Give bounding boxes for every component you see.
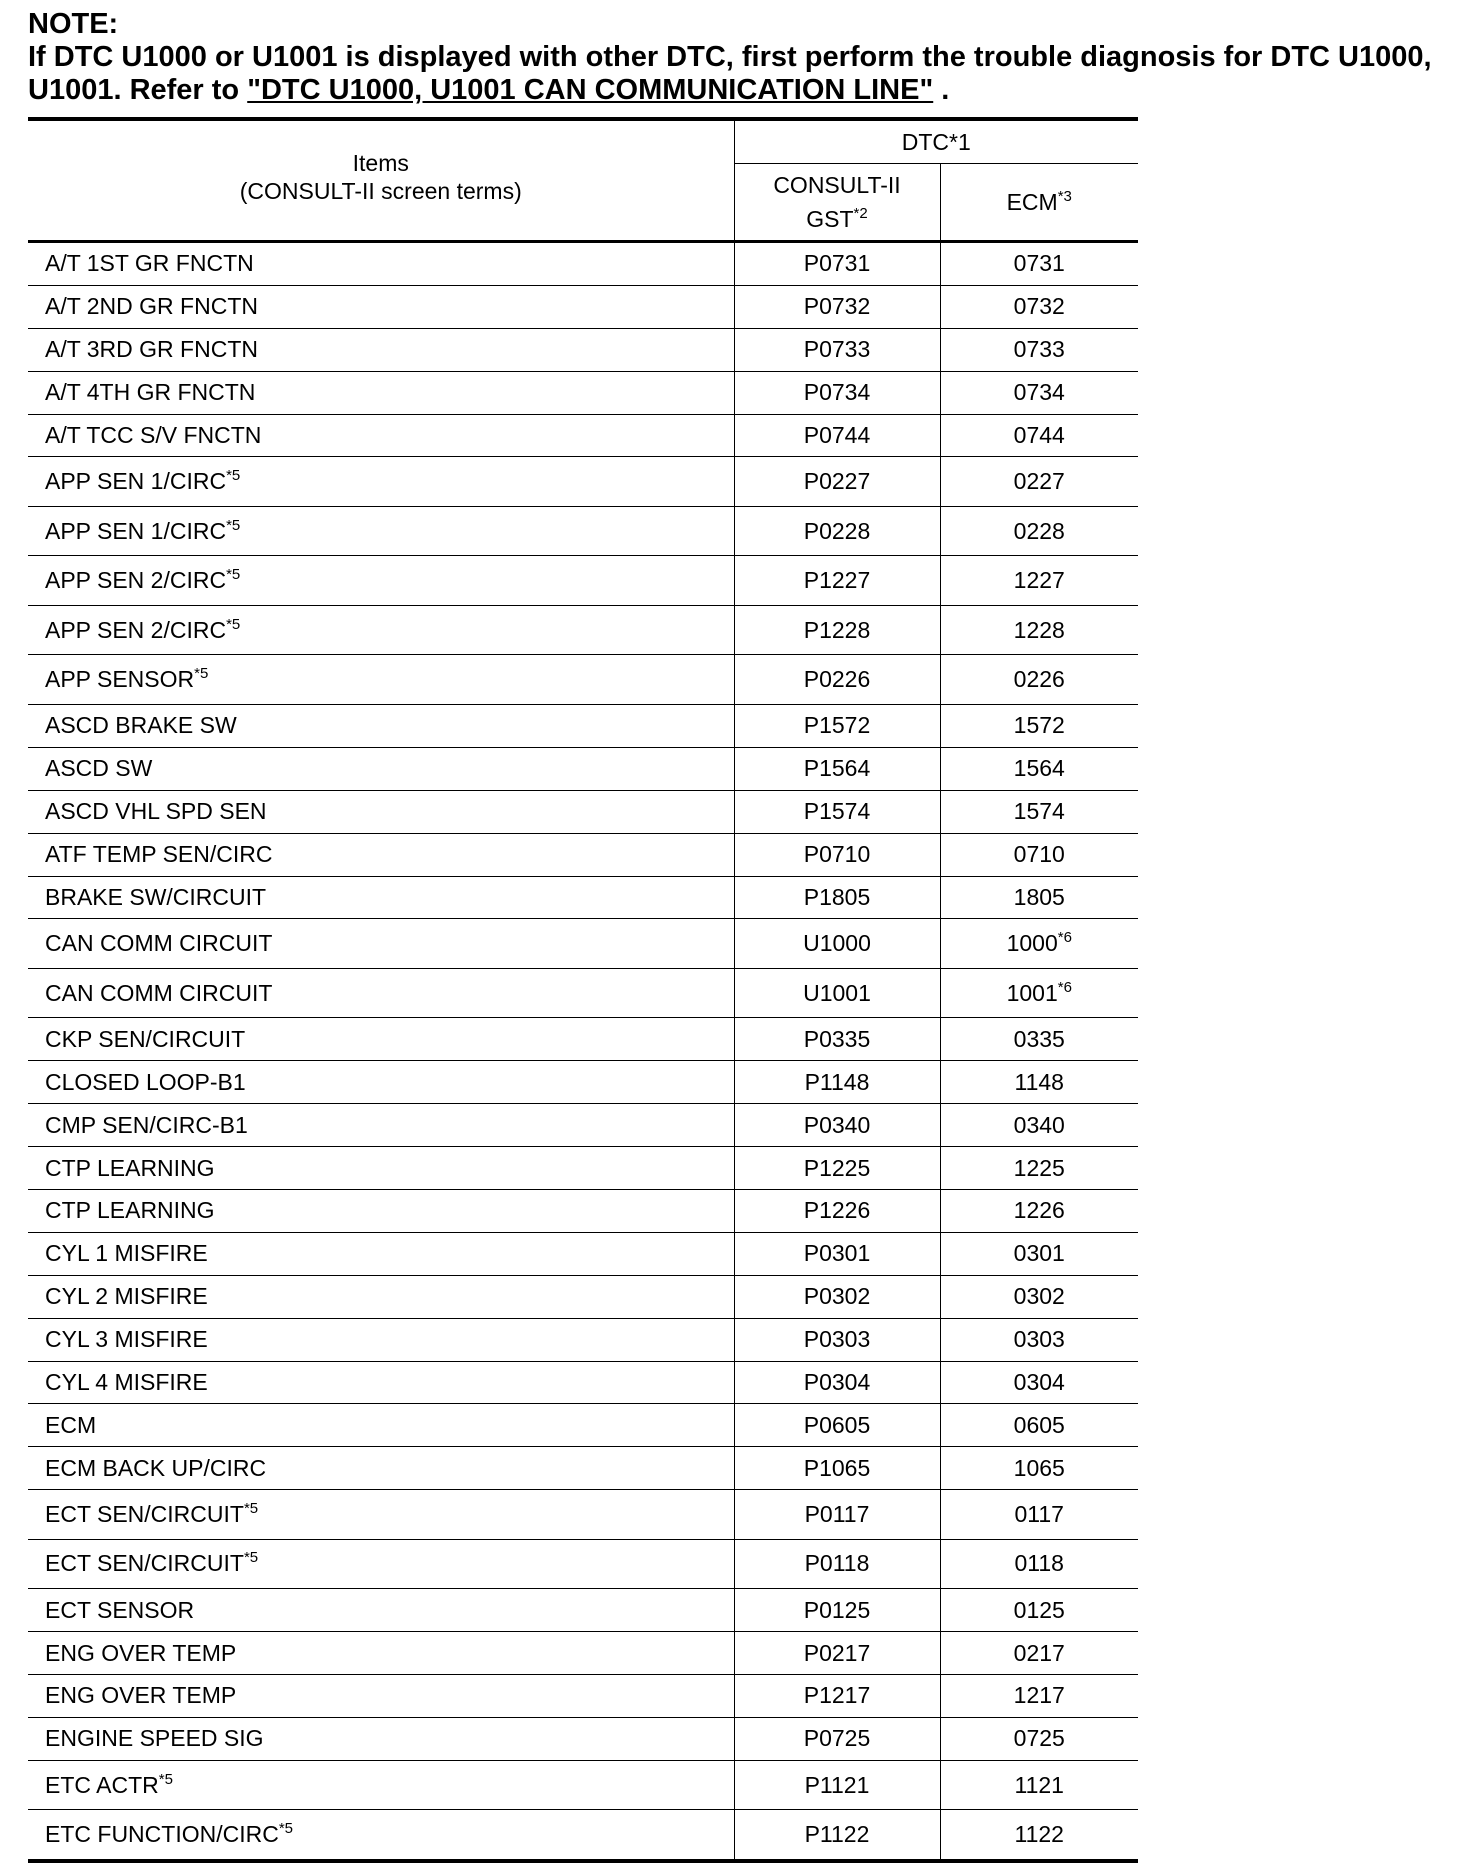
header-items-line1: Items bbox=[352, 149, 409, 176]
consult-gst-code: P0733 bbox=[734, 328, 940, 371]
item-name: APP SEN 1/CIRC bbox=[45, 468, 227, 495]
ecm-code-cell bbox=[940, 457, 1138, 507]
ecm-code: 0217 bbox=[1013, 1639, 1065, 1666]
item-cell bbox=[28, 506, 734, 556]
consult-gst-code: P1121 bbox=[734, 1760, 940, 1810]
item-footnote: *5 bbox=[226, 516, 241, 534]
table-row bbox=[28, 457, 1138, 507]
item-name: CYL 4 MISFIRE bbox=[45, 1368, 208, 1395]
item-name: CAN COMM CIRCUIT bbox=[45, 930, 273, 957]
item-name: ASCD SW bbox=[45, 755, 153, 782]
table-row bbox=[28, 790, 1138, 833]
item-name: A/T 4TH GR FNCTN bbox=[45, 379, 256, 406]
item-cell bbox=[28, 968, 734, 1018]
item-cell bbox=[28, 414, 734, 457]
ecm-code: 0118 bbox=[1014, 1550, 1064, 1577]
ecm-code-cell bbox=[940, 285, 1138, 328]
item-cell bbox=[28, 371, 734, 414]
table-row bbox=[28, 1104, 1138, 1147]
item-cell bbox=[28, 1018, 734, 1061]
item-name: A/T 2ND GR FNCTN bbox=[45, 293, 258, 320]
item-cell bbox=[28, 242, 734, 286]
ecm-code: 0731 bbox=[1013, 250, 1065, 277]
header-ecm-footnote: *3 bbox=[1057, 188, 1072, 205]
consult-gst-code: P1148 bbox=[734, 1061, 940, 1104]
ecm-code-cell bbox=[940, 1018, 1138, 1061]
consult-gst-code: P1572 bbox=[734, 704, 940, 747]
ecm-code-cell bbox=[940, 1361, 1138, 1404]
consult-gst-code: U1001 bbox=[734, 968, 940, 1018]
ecm-code: 0734 bbox=[1013, 379, 1065, 406]
item-cell bbox=[28, 1760, 734, 1810]
item-cell bbox=[28, 655, 734, 705]
ecm-code-cell bbox=[940, 790, 1138, 833]
consult-gst-code: P0605 bbox=[734, 1404, 940, 1447]
ecm-code-cell bbox=[940, 1147, 1138, 1190]
item-name: CLOSED LOOP-B1 bbox=[45, 1068, 246, 1095]
item-name: CYL 3 MISFIRE bbox=[45, 1326, 208, 1353]
item-footnote: *5 bbox=[226, 467, 241, 485]
ecm-code: 0340 bbox=[1013, 1111, 1065, 1138]
ecm-footnote: *6 bbox=[1057, 978, 1072, 996]
item-cell bbox=[28, 1318, 734, 1361]
table-row bbox=[28, 285, 1138, 328]
ecm-code-cell bbox=[940, 1490, 1138, 1540]
consult-gst-code: P0301 bbox=[734, 1232, 940, 1275]
ecm-code-cell bbox=[940, 1760, 1138, 1810]
item-name: CKP SEN/CIRCUIT bbox=[45, 1025, 246, 1052]
ecm-code: 0302 bbox=[1013, 1283, 1065, 1310]
consult-gst-code: P0226 bbox=[734, 655, 940, 705]
header-items bbox=[28, 119, 734, 242]
ecm-code-cell bbox=[940, 1061, 1138, 1104]
table-row bbox=[28, 1447, 1138, 1490]
item-cell bbox=[28, 1275, 734, 1318]
item-cell bbox=[28, 704, 734, 747]
table-row bbox=[28, 1760, 1138, 1810]
ecm-code: 1122 bbox=[1014, 1821, 1064, 1848]
ecm-code-cell bbox=[940, 242, 1138, 286]
ecm-code: 0301 bbox=[1013, 1240, 1065, 1267]
item-name: ECT SENSOR bbox=[45, 1596, 195, 1623]
ecm-code-cell bbox=[940, 1189, 1138, 1232]
ecm-code-cell bbox=[940, 1404, 1138, 1447]
ecm-code: 0605 bbox=[1013, 1411, 1065, 1438]
ecm-code-cell bbox=[940, 1232, 1138, 1275]
item-footnote: *5 bbox=[226, 566, 241, 584]
item-name: CTP LEARNING bbox=[45, 1197, 215, 1224]
consult-gst-code: P0744 bbox=[734, 414, 940, 457]
ecm-code: 0226 bbox=[1013, 666, 1065, 693]
item-name: A/T TCC S/V FNCTN bbox=[45, 422, 262, 448]
ecm-code: 1001 bbox=[1006, 979, 1058, 1006]
consult-gst-code: P1227 bbox=[734, 556, 940, 606]
consult-gst-code: P1065 bbox=[734, 1447, 940, 1490]
consult-gst-code: P1574 bbox=[734, 790, 940, 833]
item-cell bbox=[28, 747, 734, 790]
table-row bbox=[28, 704, 1138, 747]
item-cell bbox=[28, 1061, 734, 1104]
table-row bbox=[28, 556, 1138, 606]
note-body: If DTC U1000 or U1001 is displayed with other DTC, first perform the trouble diagnosis for DTC U1000, U1001. Refer to bbox=[28, 41, 1432, 106]
consult-gst-code: P0734 bbox=[734, 371, 940, 414]
ecm-code-cell bbox=[940, 1104, 1138, 1147]
ecm-code-cell bbox=[940, 506, 1138, 556]
item-name: A/T 1ST GR FNCTN bbox=[45, 250, 254, 277]
item-cell bbox=[28, 1361, 734, 1404]
table-row bbox=[28, 1061, 1138, 1104]
header-ecm bbox=[940, 164, 1138, 242]
item-name: ECT SEN/CIRCUIT bbox=[45, 1500, 244, 1527]
item-name: ECM bbox=[45, 1411, 97, 1438]
consult-gst-code: P0340 bbox=[734, 1104, 940, 1147]
item-name: APP SEN 2/CIRC bbox=[45, 616, 227, 643]
consult-gst-code: P1226 bbox=[734, 1189, 940, 1232]
ecm-code-cell bbox=[940, 414, 1138, 457]
table-row bbox=[28, 605, 1138, 655]
ecm-code: 1065 bbox=[1013, 1454, 1065, 1481]
table-row bbox=[28, 1232, 1138, 1275]
ecm-code: 1000 bbox=[1006, 930, 1058, 957]
ecm-code: 0725 bbox=[1013, 1725, 1065, 1752]
ecm-code-cell bbox=[940, 556, 1138, 606]
item-name: APP SENSOR bbox=[45, 666, 195, 693]
note-reference-link[interactable]: "DTC U1000, U1001 CAN COMMUNICATION LINE" bbox=[247, 74, 934, 106]
header-consult-line2: GST bbox=[806, 206, 854, 232]
item-name: CYL 1 MISFIRE bbox=[45, 1240, 208, 1267]
table-row bbox=[28, 1589, 1138, 1632]
item-footnote: *5 bbox=[243, 1499, 259, 1517]
dtc-table-header bbox=[28, 119, 1138, 242]
ecm-code-cell bbox=[940, 1717, 1138, 1760]
item-cell bbox=[28, 1104, 734, 1147]
item-name: ENG OVER TEMP bbox=[45, 1639, 237, 1666]
item-name: ETC FUNCTION/CIRC bbox=[45, 1821, 279, 1848]
item-cell bbox=[28, 285, 734, 328]
ecm-code-cell bbox=[940, 1674, 1138, 1717]
consult-gst-code: P0125 bbox=[734, 1589, 940, 1632]
table-row bbox=[28, 1674, 1138, 1717]
ecm-code: 1227 bbox=[1013, 567, 1065, 594]
consult-gst-code: P0710 bbox=[734, 833, 940, 876]
ecm-code: 0335 bbox=[1013, 1025, 1065, 1052]
table-row bbox=[28, 1404, 1138, 1447]
item-footnote: *5 bbox=[243, 1549, 259, 1567]
item-cell bbox=[28, 1490, 734, 1540]
table-row bbox=[28, 371, 1138, 414]
table-row bbox=[28, 1275, 1138, 1318]
item-cell bbox=[28, 919, 734, 969]
item-cell bbox=[28, 1539, 734, 1589]
item-cell bbox=[28, 833, 734, 876]
item-cell bbox=[28, 1147, 734, 1190]
consult-gst-code: P1122 bbox=[734, 1810, 940, 1861]
table-row bbox=[28, 1018, 1138, 1061]
ecm-code-cell bbox=[940, 371, 1138, 414]
note-block bbox=[28, 8, 1448, 107]
ecm-code: 1148 bbox=[1014, 1068, 1064, 1095]
consult-gst-code: P0302 bbox=[734, 1275, 940, 1318]
item-name: ASCD VHL SPD SEN bbox=[45, 798, 267, 825]
table-row bbox=[28, 876, 1138, 919]
ecm-code: 0304 bbox=[1013, 1368, 1065, 1395]
consult-gst-code: P0227 bbox=[734, 457, 940, 507]
ecm-code-cell bbox=[940, 747, 1138, 790]
header-consult-gst bbox=[734, 164, 940, 242]
table-row bbox=[28, 833, 1138, 876]
item-cell bbox=[28, 556, 734, 606]
table-row bbox=[28, 1318, 1138, 1361]
table-row bbox=[28, 506, 1138, 556]
consult-gst-code: P0304 bbox=[734, 1361, 940, 1404]
table-row bbox=[28, 919, 1138, 969]
item-cell bbox=[28, 1404, 734, 1447]
item-footnote: *5 bbox=[278, 1820, 294, 1838]
ecm-code: 0227 bbox=[1013, 468, 1065, 495]
table-row bbox=[28, 1490, 1138, 1540]
consult-gst-code: P0335 bbox=[734, 1018, 940, 1061]
ecm-code: 0710 bbox=[1013, 841, 1065, 868]
ecm-code: 0117 bbox=[1014, 1500, 1064, 1527]
ecm-code-cell bbox=[940, 605, 1138, 655]
ecm-footnote: *6 bbox=[1057, 929, 1072, 947]
ecm-code-cell bbox=[940, 1589, 1138, 1632]
item-footnote: *5 bbox=[226, 615, 241, 633]
item-name: CMP SEN/CIRC-B1 bbox=[45, 1111, 248, 1138]
item-cell bbox=[28, 1674, 734, 1717]
header-consult-footnote: *2 bbox=[853, 205, 868, 222]
ecm-code: 0303 bbox=[1013, 1326, 1065, 1353]
consult-gst-code: P0228 bbox=[734, 506, 940, 556]
ecm-code: 1228 bbox=[1013, 616, 1065, 643]
ecm-code: 1805 bbox=[1013, 883, 1065, 910]
header-consult-line1: CONSULT-II bbox=[773, 172, 901, 198]
ecm-code-cell bbox=[940, 1447, 1138, 1490]
header-dtc: DTC*1 bbox=[734, 119, 1138, 164]
item-cell bbox=[28, 876, 734, 919]
consult-gst-code: P1564 bbox=[734, 747, 940, 790]
ecm-code: 1226 bbox=[1013, 1197, 1065, 1224]
consult-gst-code: P0117 bbox=[734, 1490, 940, 1540]
table-row bbox=[28, 747, 1138, 790]
dtc-table-body bbox=[28, 242, 1138, 1861]
ecm-code: 1572 bbox=[1013, 712, 1065, 739]
ecm-code-cell bbox=[940, 1632, 1138, 1675]
item-name: ATF TEMP SEN/CIRC bbox=[45, 841, 273, 868]
item-name: A/T 3RD GR FNCTN bbox=[45, 336, 258, 363]
item-name: APP SEN 1/CIRC bbox=[45, 517, 227, 544]
item-cell bbox=[28, 1632, 734, 1675]
item-cell bbox=[28, 1189, 734, 1232]
item-cell bbox=[28, 457, 734, 507]
item-cell bbox=[28, 1810, 734, 1861]
ecm-code-cell bbox=[940, 1275, 1138, 1318]
item-name: CAN COMM CIRCUIT bbox=[45, 979, 273, 1006]
header-items-line2: (CONSULT-II screen terms) bbox=[239, 177, 522, 204]
consult-gst-code: P0732 bbox=[734, 285, 940, 328]
ecm-code: 1217 bbox=[1013, 1682, 1065, 1709]
ecm-code: 1574 bbox=[1013, 798, 1065, 825]
item-cell bbox=[28, 1232, 734, 1275]
consult-gst-code: P0217 bbox=[734, 1632, 940, 1675]
note-text bbox=[28, 41, 1448, 107]
item-name: BRAKE SW/CIRCUIT bbox=[45, 883, 267, 910]
table-row bbox=[28, 1361, 1138, 1404]
ecm-code: 0733 bbox=[1013, 336, 1065, 363]
item-name: ENG OVER TEMP bbox=[45, 1682, 237, 1709]
dtc-table bbox=[28, 117, 1138, 1863]
header-ecm-label: ECM bbox=[1006, 189, 1058, 215]
ecm-code-cell bbox=[940, 876, 1138, 919]
item-cell bbox=[28, 328, 734, 371]
table-row bbox=[28, 1810, 1138, 1861]
ecm-code-cell bbox=[940, 833, 1138, 876]
ecm-code-cell bbox=[940, 655, 1138, 705]
note-title: NOTE: bbox=[28, 8, 119, 40]
table-row bbox=[28, 1147, 1138, 1190]
ecm-code: 0732 bbox=[1013, 293, 1065, 320]
table-row bbox=[28, 1539, 1138, 1589]
item-name: CTP LEARNING bbox=[45, 1154, 215, 1181]
item-cell bbox=[28, 1447, 734, 1490]
item-cell bbox=[28, 790, 734, 833]
item-name: APP SEN 2/CIRC bbox=[45, 567, 227, 594]
ecm-code: 1121 bbox=[1014, 1771, 1064, 1798]
item-cell bbox=[28, 605, 734, 655]
item-cell bbox=[28, 1589, 734, 1632]
item-name: CYL 2 MISFIRE bbox=[45, 1283, 208, 1310]
table-row bbox=[28, 655, 1138, 705]
ecm-code-cell bbox=[940, 968, 1138, 1018]
ecm-code-cell bbox=[940, 328, 1138, 371]
ecm-code-cell bbox=[940, 704, 1138, 747]
item-name: ETC ACTR bbox=[45, 1771, 159, 1798]
note-end: . bbox=[941, 74, 950, 106]
table-row bbox=[28, 328, 1138, 371]
consult-gst-code: P0725 bbox=[734, 1717, 940, 1760]
table-row bbox=[28, 1632, 1138, 1675]
table-row bbox=[28, 414, 1138, 457]
consult-gst-code: P0731 bbox=[734, 242, 940, 286]
item-footnote: *5 bbox=[158, 1770, 173, 1788]
ecm-code: 0228 bbox=[1013, 517, 1065, 544]
ecm-code: 0744 bbox=[1013, 422, 1065, 448]
ecm-code-cell bbox=[940, 1539, 1138, 1589]
consult-gst-code: U1000 bbox=[734, 919, 940, 969]
ecm-code-cell bbox=[940, 1318, 1138, 1361]
ecm-code-cell bbox=[940, 1810, 1138, 1861]
item-name: ENGINE SPEED SIG bbox=[45, 1725, 264, 1752]
ecm-code: 1225 bbox=[1013, 1154, 1065, 1181]
consult-gst-code: P1805 bbox=[734, 876, 940, 919]
table-row bbox=[28, 242, 1138, 286]
consult-gst-code: P1217 bbox=[734, 1674, 940, 1717]
table-row bbox=[28, 1189, 1138, 1232]
table-row bbox=[28, 1717, 1138, 1760]
item-name: ECM BACK UP/CIRC bbox=[45, 1454, 267, 1481]
item-name: ECT SEN/CIRCUIT bbox=[45, 1550, 244, 1577]
consult-gst-code: P0303 bbox=[734, 1318, 940, 1361]
item-name: ASCD BRAKE SW bbox=[45, 712, 237, 739]
consult-gst-code: P1228 bbox=[734, 605, 940, 655]
ecm-code-cell bbox=[940, 919, 1138, 969]
table-row bbox=[28, 968, 1138, 1018]
ecm-code: 1564 bbox=[1013, 755, 1065, 782]
ecm-code: 0125 bbox=[1013, 1596, 1065, 1623]
item-footnote: *5 bbox=[194, 665, 209, 683]
consult-gst-code: P1225 bbox=[734, 1147, 940, 1190]
consult-gst-code: P0118 bbox=[734, 1539, 940, 1589]
item-cell bbox=[28, 1717, 734, 1760]
